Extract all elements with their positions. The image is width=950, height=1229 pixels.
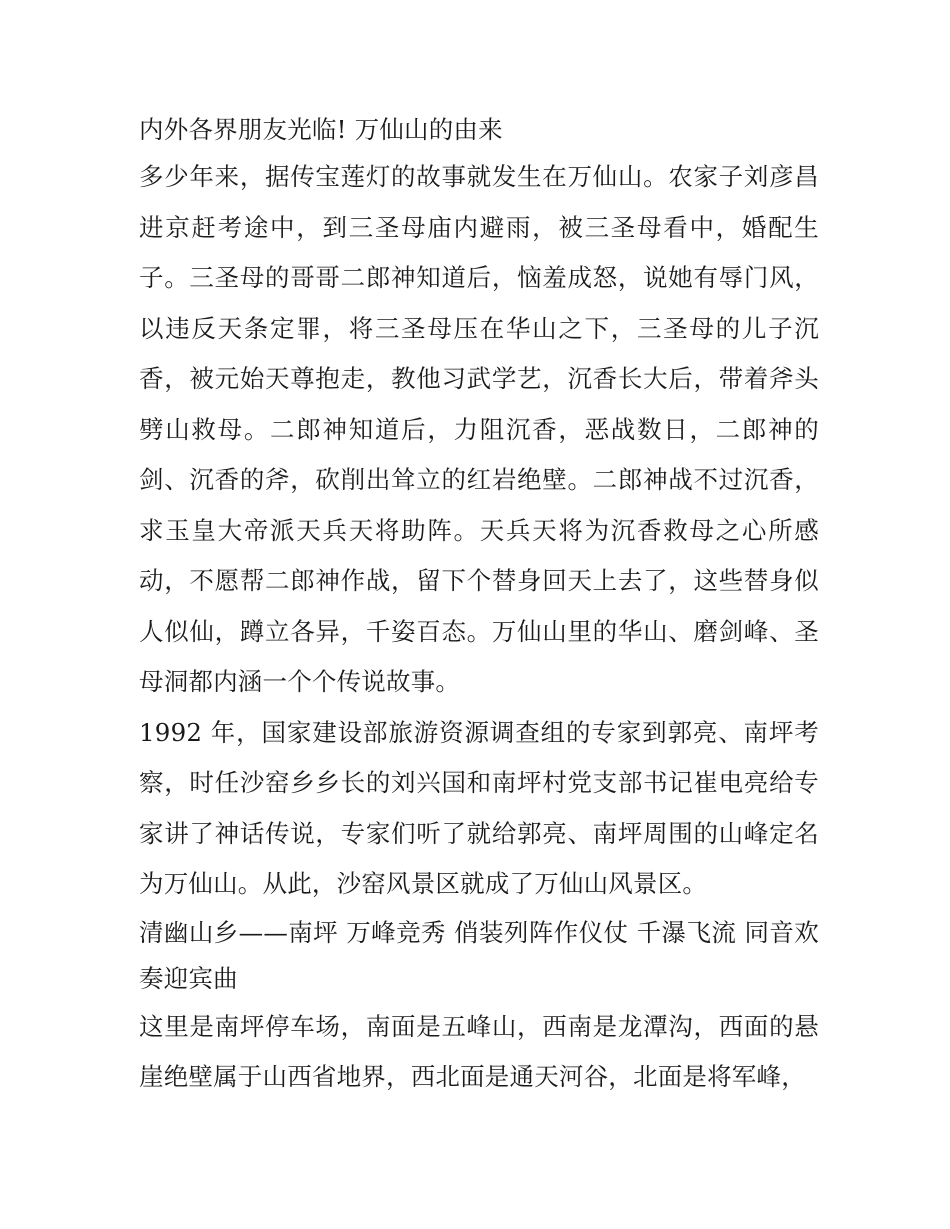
paragraph-section-title: 清幽山乡——南坪 万峰竞秀 俏装列阵作仪仗 千瀑飞流 同音欢奏迎宾曲 [139,917,819,993]
page-heading: 内外各界朋友光临! 万仙山的由来 [139,115,503,144]
paragraph-naming-history: 1992 年，国家建设部旅游资源调查组的专家到郭亮、南坪考察，时任沙窑乡乡长的刘兴国和南坪村党支部书记崔电亮给专家讲了神话传说，专家们听了就给郭亮、南坪周围的山峰定名为万仙山。从此，沙窑风景区就成了万仙山风景区。 [139,717,819,898]
paragraph-legend: 多少年来，据传宝莲灯的故事就发生在万仙山。农家子刘彦昌进京赶考途中，到三圣母庙内避雨，被三圣母看中，婚配生子。三圣母的哥哥二郎神知道后，恼羞成怒，说她有辱门风，以违反天条定罪，将三圣母压在华山之下，三圣母的儿子沉香，被元始天尊抱走，教他习武学艺，沉香长大后，带着斧头劈山救母。二郎神知道后，力阻沉香，恶战数日，二郎神的剑、沉香的斧，砍削出耸立的红岩绝壁。二郎神战不过沉香，求玉皇大帝派天兵天将助阵。天兵天将为沉香救母之心所感动，不愿帮二郎神作战，留下个替身回天上去了，这些替身似人似仙，蹲立各异，千姿百态。万仙山里的华山、磨剑峰、圣母洞都内涵一个个传说故事。 [139,162,819,696]
paragraph-nanping-intro: 这里是南坪停车场，南面是五峰山，西南是龙潭沟，西面的悬崖绝壁属于山西省地界，西北面是通天河谷，北面是将军峰， [139,1011,819,1091]
document-body [139,108,819,1103]
